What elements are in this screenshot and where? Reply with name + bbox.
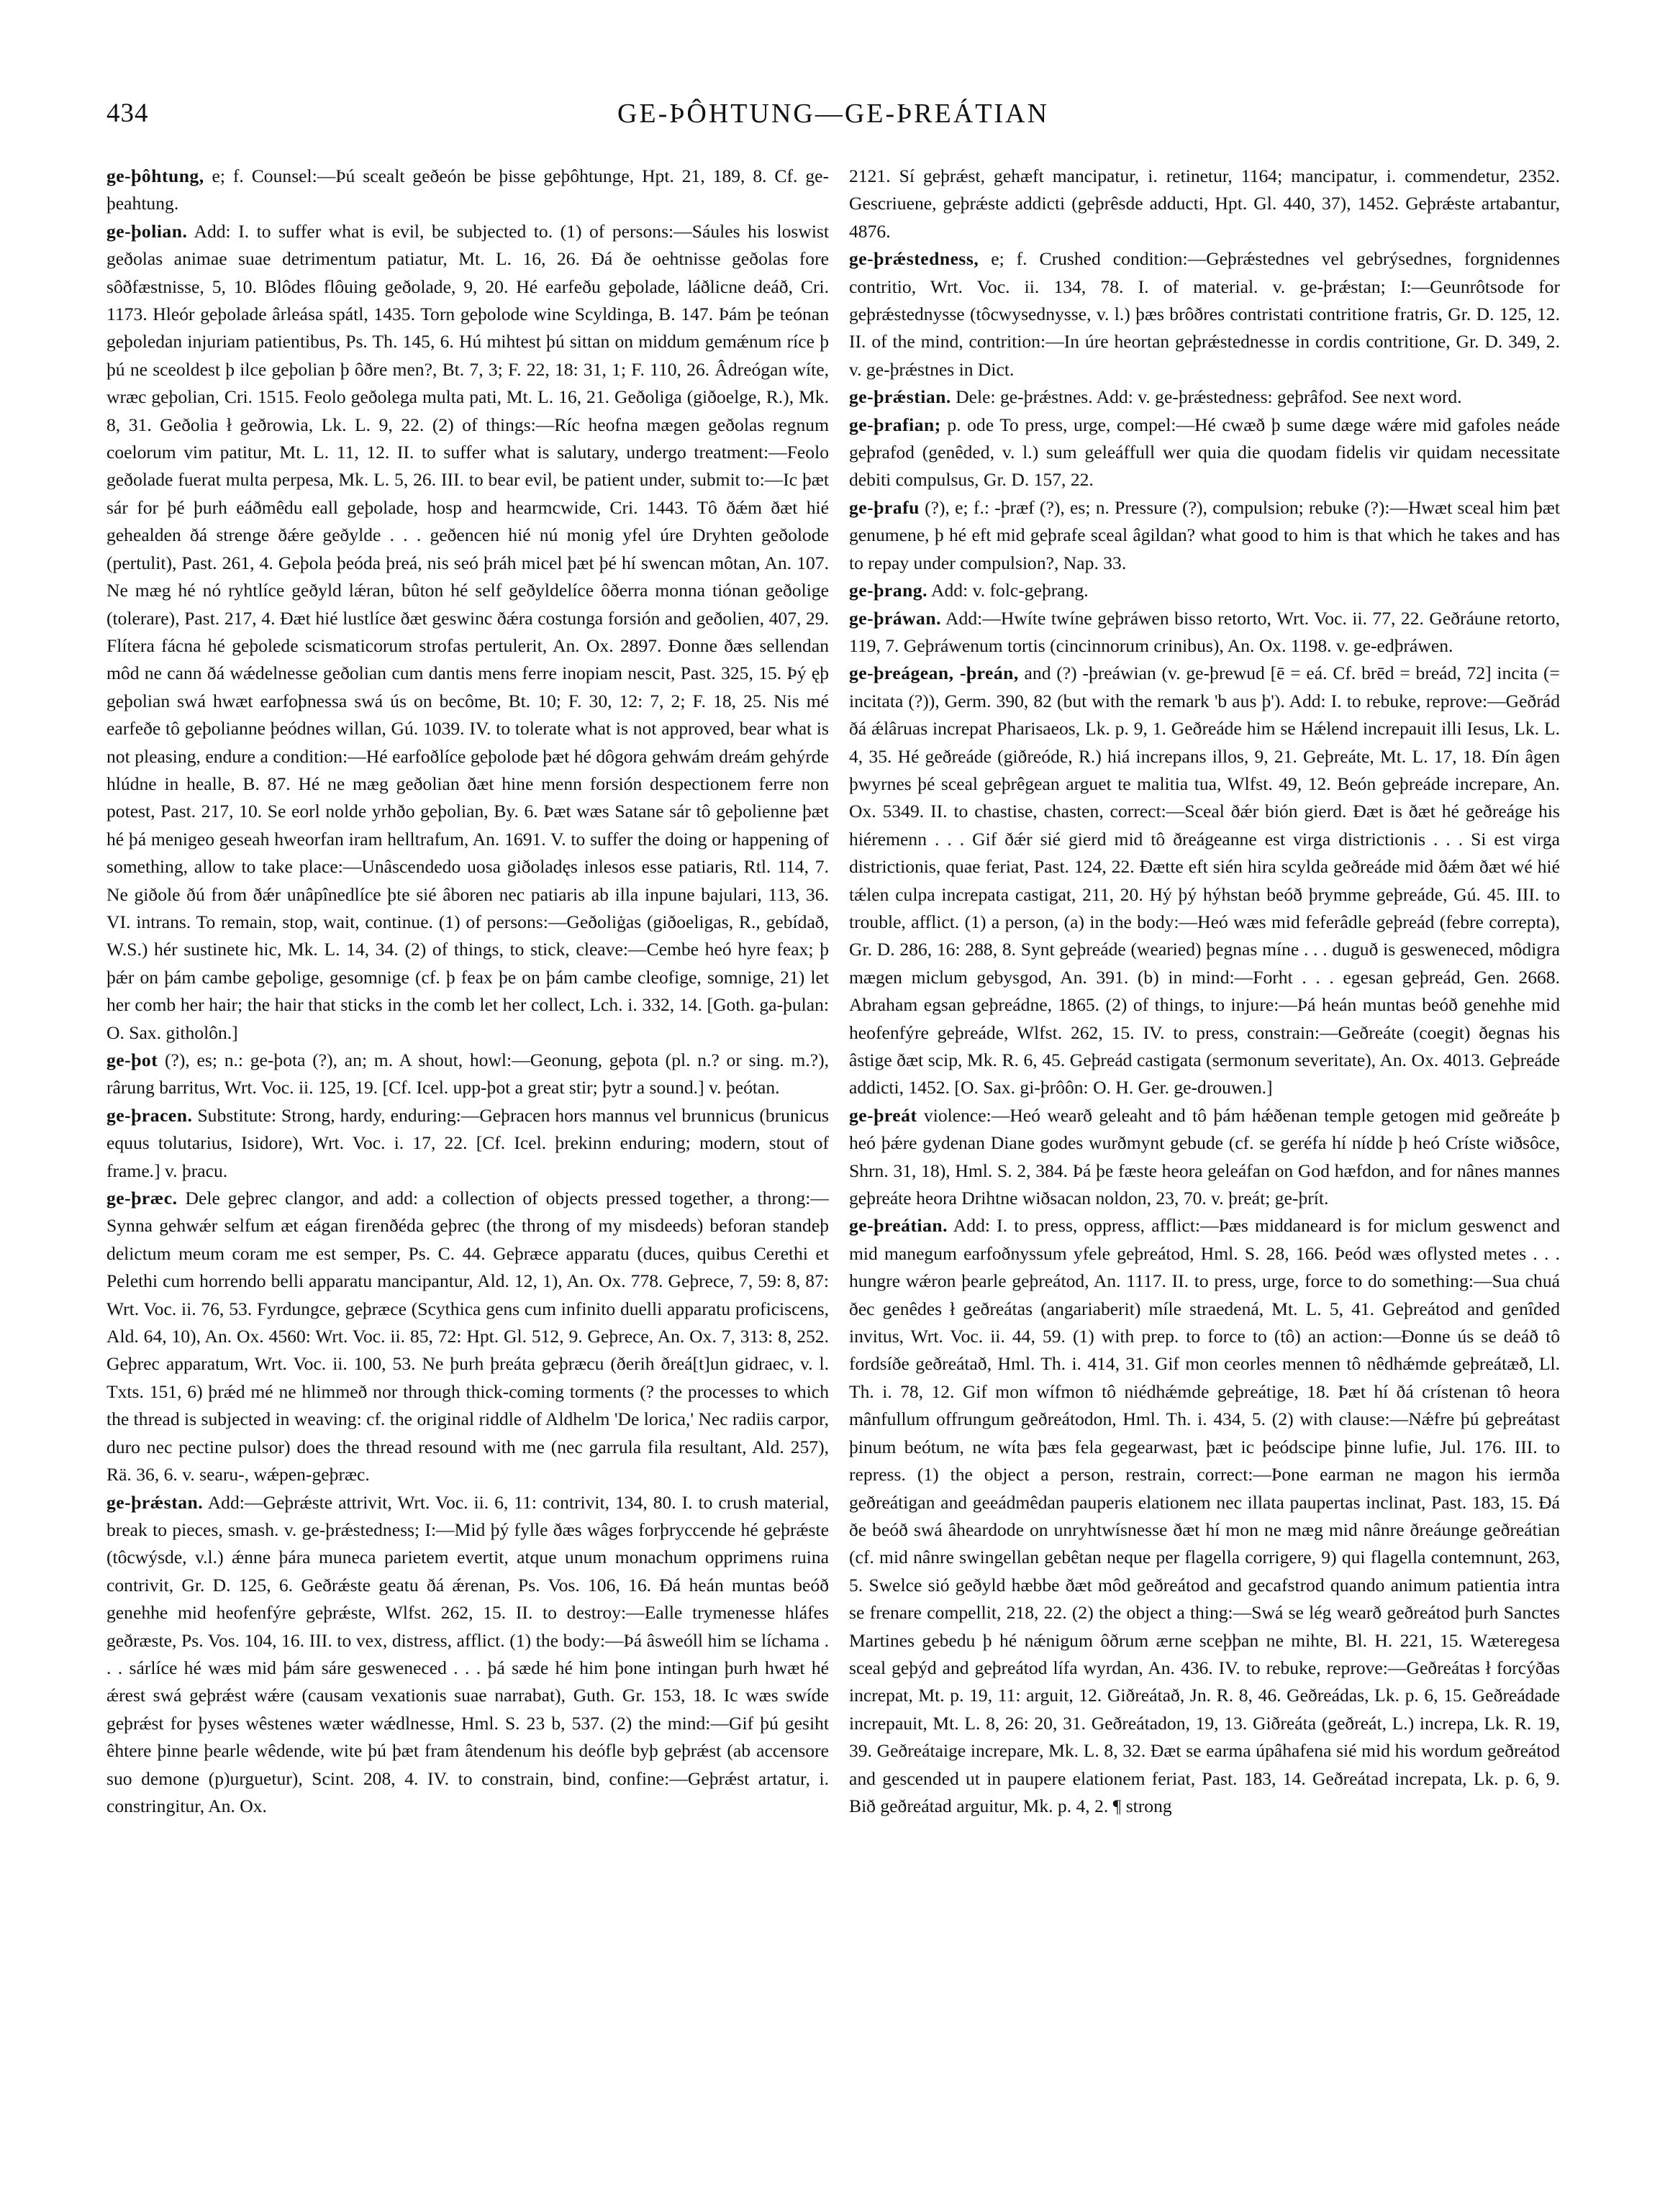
dictionary-entry: [849, 494, 1560, 577]
right-column: [849, 163, 1560, 2170]
entry-text: Add:—Hwíte twíne geþráwen bisso retorto, Wrt. Voc. ii. 77, 22. Geðráune retorto, 119, 7. Geþráwenum tortis (cincinnorum crinibus), An. Ox. 1198. v. ge-edþráwen.: [849, 607, 1560, 656]
dictionary-entry: [849, 660, 1560, 1102]
dictionary-entry: [849, 1102, 1560, 1213]
entry-text: Substitute: Strong, hardy, enduring:—Geþracen hors mannus vel brunnicus (brunicus equus tolutarius, Isidore), Wrt. Voc. i. 17, 22. [Cf. Icel. þrekinn enduring; modern, stout of frame.] v. þracu.: [106, 1104, 829, 1181]
entry-text: (?), e; f.: -þræf (?), es; n. Pressure (?), compulsion; rebuke (?):—Hwæt sceal him þæt genumene, þ hé eft mid geþrafe sceal âgildan? what good to him is that which he takes and has to repay under compulsion?, Nap. 33.: [849, 496, 1560, 573]
dictionary-entry: [849, 245, 1560, 383]
entry-headword: ge-þrafian;: [849, 414, 941, 435]
dictionary-entry: [849, 577, 1560, 604]
entry-text: violence:—Heó wearð geleaht and tô þám hǽðenan temple getogen mid geðreáte þ heó þǽre gydenan Diane godes wurðmynt gebude (cf. se geréfa hí nídde þ heó Críste wiðsôce, Shrn. 31, 18), Hml. S. 2, 384. Þá þe fæste heora geleáfan on God hæfdon, and for nânes mannes geþreáte heora Drihtne wiðsacan noldon, 23, 70. v. þreát; ge-þrít.: [849, 1104, 1560, 1209]
entry-text: Dele: ge-þrǽstnes. Add: v. ge-þrǽstedness: geþrâfod. See next word.: [951, 386, 1462, 408]
entry-headword: ge-þot: [106, 1050, 158, 1070]
entry-headword: ge-þráwan.: [849, 607, 941, 629]
entry-text: Dele geþrec clangor, and add: a collection of objects pressed together, a throng:—Synna gehwǽr selfum æt eágan firenðéda geþrec (the throng of my misdeeds) beforan standeþ delictum meum coram me est semper, Ps. C. 44. Geþræce apparatu (duces, quibus Cerethi et Pelethi cum horrendo belli apparatu mancipantur, Ald. 12, 1), An. Ox. 778. Geþrece, 7, 59: 8, 87: Wrt. Voc. ii. 76, 53. Fyrdungce, geþræce (Scythica gens cum infinito duelli apparatu proficiscens, Ald. 64, 10), An. Ox. 4560: Wrt. Voc. ii. 85, 72: Hpt. Gl. 512, 9. Geþrece, An. Ox. 7, 313: 8, 252. Geþrec apparatum, Wrt. Voc. ii. 100, 53. Ne þurh þreáta geþræcu (ðerih ðreá[t]un gidraec, v. l. Txts. 151, 6) þrǽd mé ne hlimmeð nor through thick-coming torments (? the processes to which the thread is subjected in weaving: cf. the original riddle of Aldhelm 'De lorica,' Nec radiis carpor, duro nec pectine pulsor) does the thread resound with me (nec garrula fila resultant, Ald. 257), Rä. 36, 6. v. searu-, wǽpen-geþræc.: [106, 1188, 829, 1485]
entry-headword: ge-þreátian.: [849, 1215, 948, 1237]
entry-headword: ge-þreát: [849, 1104, 917, 1126]
entry-headword: ge-þôhtung,: [106, 165, 204, 186]
entry-text: Add: I. to press, oppress, afflict:—Þæs middaneard is for miclum geswenct and mid manegum earfoðnyssum yfele geþreátod, Hml. S. 28, 166. Þeód wæs oflysted metes . . . hungre wǽron þearle geþreátod, An. 1117. II. to press, urge, force to do something:—Sua chuá ðec genêdes ł geðreátas (angariaberit) míle straedená, Mt. L. 5, 41. Geþreátod and genîded invitus, Wrt. Voc. ii. 44, 59. (1) with prep. to force to (tô) an action:—Ðonne ús se deáð tô fordsíðe geðreátað, Hml. Th. i. 414, 31. Gif mon ceorles mennen tô nêdhǽmde geþreátæð, Ll. Th. i. 78, 12. Gif mon wífmon tô niédhǽmde geþreátige, 18. Þæt hí ðá crístenan tô heora mânfullum offrungum geðreátodon, Hml. Th. i. 434, 5. (2) with clause:—Nǽfre þú geþreátast þinum beótum, ne wíta þæs fela gegearwast, þæt ic þeódscipe þinne lufie, Jul. 176. III. to repress. (1) the object a person, restrain, correct:—Þone earman ne magon his iermða geðreátigan and geeádmêdan pauperis elationem nec illata paupertas inclinat, Past. 183, 15. Ðá ðe beóð swá âheardode on unryhtwísnesse ðæt hí mon ne mæg mid nânre ðreáunge geðreátian (cf. mid nânre swingellan gebêtan neque per flagella corrigere, 9) qui flagella contemnunt, 263, 5. Swelce sió geðyld hæbbe ðæt môd geðreátod and gecafstrod quando animum patientia intra se frenare compellit, 218, 22. (2) the object a thing:—Swá se lég wearð geðreátod þurh Sanctes Martines gebedu þ hé nǽnigum ôðrum ærne sceþþan ne mihte, Bl. H. 221, 15. Wæteregesa sceal geþýd and geþreátod lífa wyrdan, An. 436. IV. to rebuke, reprove:—Geðreátas ł forcýðas increpat, Mt. p. 19, 11: arguit, 12. Giðreátað, Jn. R. 8, 46. Geðreádas, Lk. p. 6, 15. Geðreádade increpauit, Mt. L. 8, 26: 20, 31. Geðreátadon, 19, 13. Giðreáta (geðreát, L.) increpa, Lk. R. 19, 39. Geðreátaige increpare, Mk. L. 8, 32. Ðæt se earma úpâhafena sié mid his wordum geðreátod and gescended ut in paupere elationem feriat, Past. 183, 14. Geðreátad increpata, Lk. p. 6, 9. Bið geðreátad arguitur, Mk. p. 4, 2. ¶ strong: [849, 1215, 1560, 1816]
entry-headword: ge-þrafu: [849, 496, 920, 518]
entry-headword: ge-þræc.: [106, 1188, 178, 1209]
dictionary-entry: [849, 411, 1560, 494]
dictionary-entry: [849, 605, 1560, 660]
dictionary-entry: [106, 163, 829, 218]
dictionary-entry: [849, 163, 1560, 245]
entry-text: e; f. Counsel:—Þú scealt geðeón be þisse geþôhtunge, Hpt. 21, 189, 8. Cf. ge-þeahtung.: [106, 165, 829, 214]
entry-text: e; f. Crushed condition:—Geþrǽstednes vel gebrýsednes, forgnidennes contritio, Wrt. Voc. ii. 134, 78. I. of material. v. ge-þrǽstan; I:—Geunrôtsode for geþrǽstednysse (tôcwysednysse, v. l.) þæs brôðres contristati contritione fratris, Gr. D. 125, 12. II. of the mind, contrition:—In úre heortan geþrǽstednesse in cordis contritione, Gr. D. 349, 2. v. ge-þrǽstnes in Dict.: [849, 248, 1560, 380]
entry-text: p. ode To press, urge, compel:—Hé cwæð þ sume dæge wǽre mid gafoles neáde geþrafod (genêded, v. l.) sum geleáffull wer quia die quodam fidelis vir quidam necessitate debiti compulsus, Gr. D. 157, 22.: [849, 414, 1560, 491]
entry-text: Add: I. to suffer what is evil, be subjected to. (1) of persons:—Sáules his loswist geðolas animae suae detrimentum patiatur, Mt. L. 16, 26. Ðá ðe oehtnisse geðolas fore sôðfæstnisse, 5, 10. Blôdes flôuing geðolade, 9, 20. Hé earfeðu geþolade, láðlicne deáð, Cri. 1173. Hleór geþolade ârleása spátl, 1435. Torn geþolode wine Scyldinga, B. 147. Þám þe teónan geþoledan injuriam patientibus, Ps. Th. 145, 6. Hú mihtest þú sittan on middum gemǽnum ríce þ þú ne sceoldest þ ilce geþolian þ ôðre men?, Bt. 7, 3; F. 22, 18: 31, 1; F. 110, 26. Âdreógan wíte, wræc geþolian, Cri. 1515. Feolo geðolega multa pati, Mt. L. 16, 21. Geðoliga (giðoelge, R.), Mk. 8, 31. Geðolia ł geðrowia, Lk. L. 9, 22. (2) of things:—Ríc heofna mægen geðolas regnum coelorum vim patitur, Mt. L. 11, 12. II. to suffer what is salutary, undergo treatment:—Feolo geðolade fuerat multa perpesa, Mk. L. 5, 26. III. to bear evil, be patient under, submit to:—Ic þæt sár for þé þurh eáðmêdu eall geþolade, hosp and hearmcwide, Cri. 1443. Tô ðǽm ðæt hié gehealden ðá strenge ðǽre geðylde . . . geðencen hié nú monig yfel úre Dryhten geðolode (pertulit), Past. 261, 4. Geþola þeóda þreá, nis seó þráh micel þæt þé hí swencan môtan, An. 107. Ne mæg hé nó ryhtlíce geðyld lǽran, bûton hé self geðyldelíce ôðerra monna tiónan geðolige (tolerare), Past. 217, 4. Ðæt hié lustlíce ðæt geswinc ðǽra costunga forsión and geðolien, 407, 29. Flítera fácna hé geþolede scismaticorum strofas pertulerit, An. Ox. 2897. Ðonne ðæs sellendan môd ne cann ðá wǽdelnesse geðolian cum dantis mens ferre inopiam nescit, Past. 325, 15. Þý ęþ geþolian swá hwæt earfoþnessa swá ús on becôme, Bt. 10; F. 30, 12: 7, 2; F. 18, 25. Nis mé earfeðe tô geþolianne þeódnes willan, Gú. 1039. IV. to tolerate what is not approved, bear what is not pleasing, endure a condition:—Hé earfoðlíce geþolode þæt hé dôgora gehwám dreám gehýrde hlúdne in healle, B. 87. Hé ne mæg geðolian ðæt hine menn forsión despectionem ferre non potest, Past. 217, 10. Se eorl nolde yrhðo geþolian, By. 6. Þæt wæs Satane sár tô geþolienne þæt hé þá menigeo geseah hweorfan iram helltrafum, An. 1691. V. to suffer the doing or happening of something, allow to take place:—Unâscendedo uosa giðoladęs inlesos esse patiaris, Rtl. 114, 7. Ne giðole ðú from ðǽr unâpînedlíce þte sié âboren nec patiaris ab illa inpune bajulari, 113, 36. VI. intrans. To remain, stop, wait, continue. (1) of persons:—Geðoliġas (giðoeligas, R., gebídað, W.S.) hér sustinete hic, Mk. L. 14, 34. (2) of things, to stick, cleave:—Cembe heó hyre feax; þ þǽr on þám cambe geþolige, gesomnige (cf. þ feax þe on þám cambe cleofige, somnige, 21) let her comb her hair; the hair that sticks in the comb let her collect, Lch. i. 332, 14. [Goth. ga-þulan: O. Sax. githolôn.]: [106, 220, 829, 1043]
dictionary-entry: [106, 1102, 829, 1185]
entry-headword: ge-þrǽstedness,: [849, 248, 979, 270]
left-column: [106, 163, 829, 2170]
entry-headword: ge-þrǽstian.: [849, 386, 951, 408]
entry-text: Add: v. folc-geþrang.: [927, 580, 1089, 601]
entry-headword: ge-þracen.: [106, 1104, 193, 1126]
entry-headword: ge-þrǽstan.: [106, 1491, 204, 1513]
dictionary-entry: [106, 1185, 829, 1488]
entry-text: 2121. Sí geþrǽst, gehæft mancipatur, i. retinetur, 1164; mancipatur, i. commendetur, 2352. Gescriuene, geþrǽste addicti (geþrêsde adducti, Hpt. Gl. 440, 37), 1452. Geþrǽste artabantur, 4876.: [849, 165, 1560, 242]
running-head-title: GE-ÞÔHTUNG—GE-ÞREÁTIAN: [617, 99, 1050, 129]
entry-text: and (?) -þreáwian (v. ge-þrewud [ē = eá. Cf. brēd = breád, 72] incita (= incitata (?)), Germ. 390, 82 (but with the remark 'b aus þ'). Add: I. to rebuke, reprove:—Geðrád ðá ǽlâruas increpat Pharisaeos, Lk. p. 9, 1. Geðreáde him se Hǽlend increpauit illi Iesus, Lk. L. 4, 35. Hé geðreáde (giðreóde, R.) hiá increpans illos, 9, 21. Geþreáte, Mt. L. 17, 18. Ðín âgen þwyrnes þé sceal geþrêgean arguet te malitia tua, Wlfst. 49, 12. Beón geþreáde increpare, An. Ox. 5349. II. to chastise, chasten, correct:—Sceal ðǽr bión gierd. Ðæt is ðæt hé geðreáge his hiéremenn . . . Gif ðǽr sié gierd mid tô ðreágeanne est virga districtionis . . . Si est virga districtionis, quae feriat, Past. 124, 22. Ðætte eft sién hira scylda geðreáde mid ðǽm ðæt wé hié tǽlen culpa increpata castigat, 211, 20. Hý þý hýhstan beóð þrymme geþreáde, Gú. 45. III. to trouble, afflict. (1) a person, (a) in the body:—Heó wæs mid feferâdle geþreád (febre correpta), Gr. D. 286, 16: 288, 8. Synt geþreáde (wearied) þegnas míne . . . duguð is gesweneced, môdigra mægen miclum gebysgod, An. 391. (b) in mind:—Forht . . . egesan geþreád, Gen. 2668. Abraham egsan geþreádne, 1865. (2) of things, to injure:—Þá heán muntas beóð genehhe mid heofenfýre geþreáde, Wlfst. 262, 15. IV. to press, constrain:—Geðreáte (coegit) ðegnas his âstige ðæt scip, Mk. R. 6, 45. Geþreád castigata (sermonum severitate), An. Ox. 4013. Geþreáde addicti, 1452. [O. Sax. gi-þrôôn: O. H. Ger. ge-drouwen.]: [849, 663, 1560, 1098]
dictionary-entry: [106, 218, 829, 1047]
entry-text: (?), es; n.: ge-þota (?), an; m. A shout, howl:—Geonung, geþota (pl. n.? or sing. m.?), rârung barritus, Wrt. Voc. ii. 125, 19. [Cf. Icel. upp-þot a great stir; þytr a sound.] v. þeótan.: [106, 1050, 829, 1098]
dictionary-entry: [106, 1047, 829, 1102]
dictionary-entry: [849, 1212, 1560, 1820]
page-number: 434: [106, 99, 149, 128]
entry-headword: ge-þolian.: [106, 220, 188, 242]
dictionary-entry: [849, 383, 1560, 411]
entry-headword: ge-þrang.: [849, 580, 927, 601]
entry-headword: ge-þreágean, -þreán,: [849, 663, 1019, 684]
entry-text: Add:—Geþrǽste attrivit, Wrt. Voc. ii. 6, 11: contrivit, 134, 80. I. to crush material, break to pieces, smash. v. ge-þrǽstedness; I:—Mid þý fylle ðæs wâges forþryccende hé geþrǽste (tôcwýsde, v.l.) ǽnne þára muneca parietem evertit, atque unum monachum opprimens ruina contrivit, Gr. D. 125, 6. Geðrǽste geatu ðá ǽrenan, Ps. Vos. 106, 16. Ðá heán muntas beóð genehhe mid heofenfýre geþrǽste, Wlfst. 262, 15. II. to destroy:—Ealle trymenesse hláfes geðræste, Ps. Vos. 104, 16. III. to vex, distress, afflict. (1) the body:—Þá âsweóll him se líchama . . . sárlíce hé wæs mid þám sáre gesweneced . . . þá sæde hé him þone intingan þurh hwæt hé ǽrest swá geþrǽst wǽre (causam vexationis suae narrabat), Guth. Gr. 153, 18. Ic wæs swíde geþrǽst for þyses wêstenes wæter wǽdlnesse, Hml. S. 23 b, 537. (2) the mind:—Gif þú gesiht êhtere þinne þearle wêdende, wite þú þæt fram âtendenum his deófle byþ geþrǽst (ab accensore suo demone (p)urguetur), Scint. 208, 4. IV. to constrain, bind, confine:—Geþrǽst artatur, i. constringitur, An. Ox.: [106, 1491, 829, 1816]
dictionary-entry: [106, 1489, 829, 1821]
running-head: [106, 98, 1560, 141]
